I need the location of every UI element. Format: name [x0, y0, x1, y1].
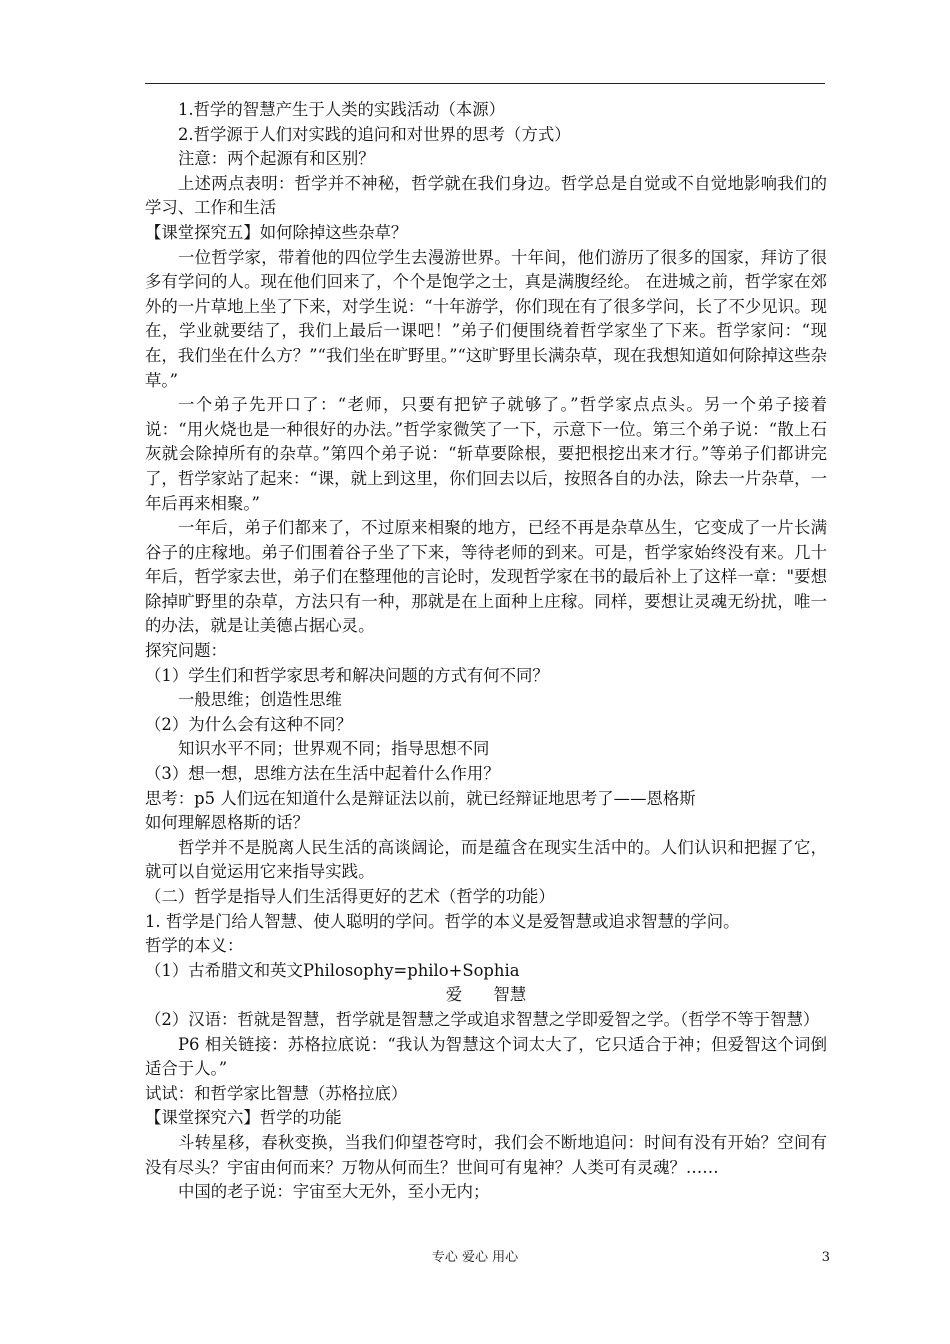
question-1: （1）学生们和哲学家思考和解决问题的方式有何不同？ [145, 665, 549, 685]
think-answer: 哲学并不是脱离人民生活的高谈阔论，而是蕴含在现实生活中的。人们认识和把握了它，就可以自觉运用它来指导实践。 [145, 837, 827, 882]
meaning-greek: （1）古希腊文和英文Philosophy=philo+Sophia [145, 960, 520, 980]
laozi-paragraph: 中国的老子说：宇宙至大无外，至小无内； [178, 1182, 490, 1202]
answer-2: 知识水平不同；世界观不同；指导思想不同 [178, 739, 490, 759]
section-heading-6: 【课堂探究六】哲学的功能 [145, 1108, 342, 1128]
try-it: 试试：和哲学家比智慧（苏格拉底） [145, 1083, 408, 1103]
question-3: （3）想一想，思维方法在生活中起着什么作用？ [145, 764, 500, 784]
think-question: 如何理解恩格斯的话？ [145, 813, 309, 833]
think-quote: 思考：p5 人们远在知道什么是辩证法以前，就已经辩证地思考了——恩格斯 [145, 788, 696, 808]
document-body [145, 98, 827, 1205]
answer-1: 一般思维；创造性思维 [178, 690, 342, 710]
footer-motto: 专心 爱心 用心 [431, 1250, 519, 1265]
cosmos-paragraph: 斗转星移，春秋变换，当我们仰望苍穹时，我们会不断地追问：时间有没有开始？空间有没有尽头？宇宙由何而来？万物从何而生？世间可有鬼神？人类可有灵魂？…… [145, 1132, 827, 1177]
point-philosophy-wisdom: 1. 哲学是门给人智慧、使人聪明的学问。哲学的本义是爱智慧或追求智慧的学问。 [145, 911, 740, 931]
meaning-greek-gloss: 爱 智慧 [445, 985, 527, 1005]
story-paragraph-1: 一位哲学家，带着他的四位学生去漫游世界。十年间，他们游历了很多的国家，拜访了很多有学问的人。现在他们回来了，个个是饱学之士，真是满腹经纶。 在进城之前，哲学家在郊外的一片草地上坐了下来，对学生说：“十年游学，你们现在有了很多学问，长了不少见识。现在，学业就要结了，我们上最后一课吧！”弟子们便围绕着哲学家坐了下来。哲学家问：“现在，我们坐在什么方？”“我们坐在旷野里。”“这旷野里长满杂草，现在我想知道如何除掉这些杂草。” [145, 247, 827, 390]
header-rule [145, 83, 825, 84]
summary-paragraph: 上述两点表明：哲学并不神秘，哲学就在我们身边。哲学总是自觉或不自觉地影响我们的学习、工作和生活 [145, 173, 827, 218]
meaning-chinese: （2）汉语：哲就是智慧，哲学就是智慧之学或追求智慧之学即爱智之学。（哲学不等于智慧） [145, 1009, 820, 1029]
page-number: 3 [821, 1250, 830, 1265]
subsection-heading-2: （二）哲学是指导人们生活得更好的艺术（哲学的功能） [145, 887, 555, 906]
story-paragraph-2: 一个弟子先开口了：“老师，只要有把铲子就够了。”哲学家点点头。另一个弟子接着说：“用火烧也是一种很好的办法。”哲学家微笑了一下，示意下一位。第三个弟子说：“散上石灰就会除掉所有的杂草。”第四个弟子说：“斩草要除根，要把根挖出来才行。”等弟子们都讲完了，哲学家站了起来：“课，就上到这里，你们回去以后，按照各自的办法，除去一片杂草，一年后再来相聚。” [145, 395, 827, 513]
original-meaning-heading: 哲学的本义： [145, 936, 244, 956]
point-2: 2.哲学源于人们对实践的追问和对世界的思考（方式） [178, 124, 571, 144]
story-paragraph-3: 一年后，弟子们都来了，不过原来相聚的地方，已经不再是杂草丛生，它变成了一片长满谷子的庄稼地。弟子们围着谷子坐了下来，等待老师的到来。可是，哲学家始终没有来。几十年后，哲学家去世，弟子们在整理他的言论时，发现哲学家在书的最后补上了这样一章："要想除掉旷野里的杂草，方法只有一种，那就是在上面种上庄稼。同样，要想让灵魂无纷扰，唯一的办法，就是让美德占据心灵。 [145, 518, 827, 636]
question-2: （2）为什么会有这种不同？ [145, 714, 353, 734]
point-1: 1.哲学的智慧产生于人类的实践活动（本源） [178, 100, 506, 119]
inquiry-heading: 探究问题： [145, 641, 227, 661]
note: 注意：两个起源有和区别？ [178, 149, 375, 169]
related-link-socrates: P6 相关链接：苏格拉底说：“我认为智慧这个词太大了，它只适合于神；但爱智这个词倒适合于人。” [145, 1034, 827, 1079]
section-heading-5: 【课堂探究五】如何除掉这些杂草？ [145, 222, 408, 242]
